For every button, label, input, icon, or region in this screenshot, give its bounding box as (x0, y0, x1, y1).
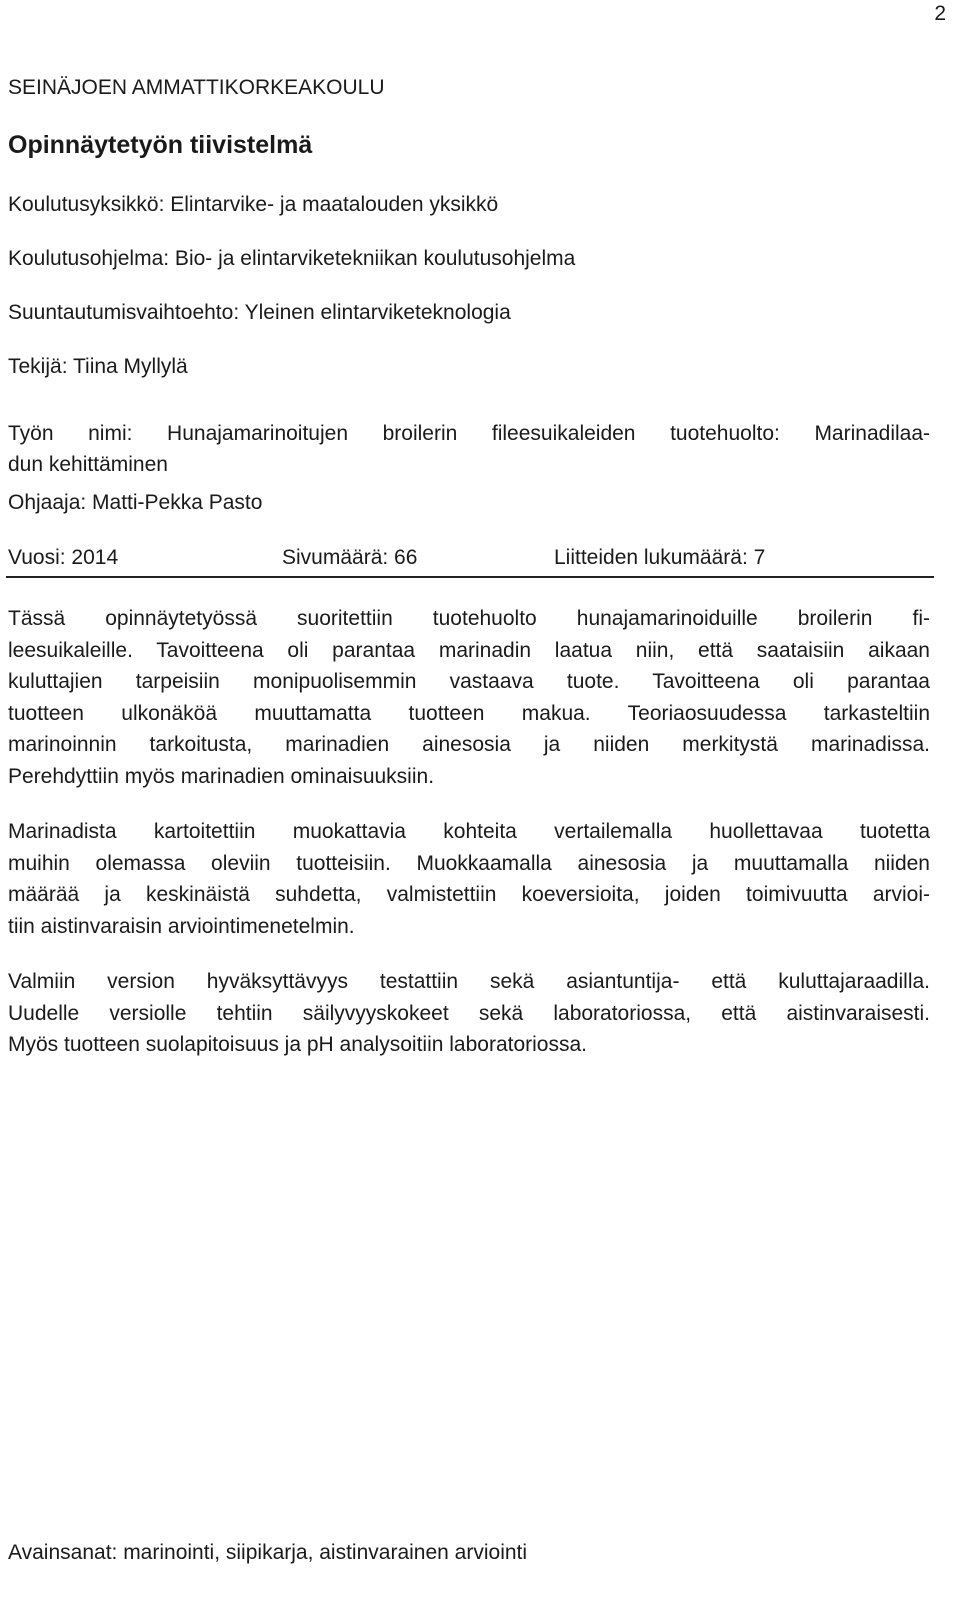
page-title: Opinnäytetyön tiivistelmä (8, 131, 313, 159)
abstract-line: muihin olemassa oleviin tuotteisiin. Muokkaamalla ainesosia ja muuttamalla niiden (8, 851, 930, 875)
abstract-line: tiin aistinvaraisin arviointimenetelmin. (8, 914, 355, 938)
abstract-line: marinoinnin tarkoitusta, marinadien ainesosia ja niiden merkitystä marinadissa. (8, 733, 930, 756)
abstract-paragraph (8, 816, 930, 942)
specialisation: Suuntautumisvaihtoehto: Yleinen elintarviketeknologia (8, 301, 511, 324)
abstract-line: määrää ja keskinäistä suhdetta, valmistettiin koeversioita, joiden toimivuutta arvioi- (8, 883, 930, 906)
page-number: 2 (934, 2, 946, 25)
abstract (8, 603, 930, 1085)
abstract-line: kuluttajien tarpeisiin monipuolisemmin vastaava tuote. Tavoitteena oli parantaa (8, 670, 930, 693)
thesis-title-line: dun kehittäminen (8, 453, 168, 476)
thesis-title-line: Työn nimi: Hunajamarinoitujen broilerin fileesuikaleiden tuotehuolto: Marinadilaa- (8, 422, 930, 445)
abstract-line: Marinadista kartoitettiin muokattavia kohteita vertailemalla huollettavaa tuotetta (8, 820, 930, 843)
degree-programme: Koulutusohjelma: Bio- ja elintarviketekniikan koulutusohjelma (8, 247, 576, 270)
abstract-line: Valmiin version hyväksyttävyys testattiin sekä asiantuntija- että kuluttajaraadilla. (8, 970, 930, 993)
supervisor: Ohjaaja: Matti-Pekka Pasto (8, 491, 263, 514)
abstract-line: Tässä opinnäytetyössä suoritettiin tuotehuolto hunajamarinoiduille broilerin fi- (8, 607, 930, 630)
abstract-line: tuotteen ulkonäköä muuttamatta tuotteen makua. Teoriaosuudessa tarkasteltiin (8, 701, 930, 725)
abstract-line: Perehdyttiin myös marinadien ominaisuuksiin. (8, 764, 435, 788)
abstract-line: leesuikaleille. Tavoitteena oli parantaa marinadin laatua niin, että saataisiin aikaan (8, 638, 930, 662)
abstract-line: Uudelle versiolle tehtiin säilyvyyskokeet sekä laboratoriossa, että aistinvaraisesti. (8, 1001, 930, 1025)
divider (6, 576, 934, 578)
keywords: Avainsanat: marinointi, siipikarja, aistinvarainen arviointi (8, 1541, 528, 1564)
school-name: SEINÄJOEN AMMATTIKORKEAKOULU (8, 76, 385, 99)
abstract-paragraph (8, 603, 930, 792)
thesis-title (8, 418, 930, 480)
abstract-line: Myös tuotteen suolapitoisuus ja pH analysoitiin laboratoriossa. (8, 1033, 587, 1056)
appendix-count: Liitteiden lukumäärä: 7 (554, 546, 766, 569)
abstract-paragraph (8, 966, 930, 1061)
author: Tekijä: Tiina Myllylä (8, 355, 188, 378)
education-unit: Koulutusyksikkö: Elintarvike- ja maatalouden yksikkö (8, 193, 499, 216)
year: Vuosi: 2014 (8, 546, 119, 569)
page-count: Sivumäärä: 66 (282, 546, 418, 569)
